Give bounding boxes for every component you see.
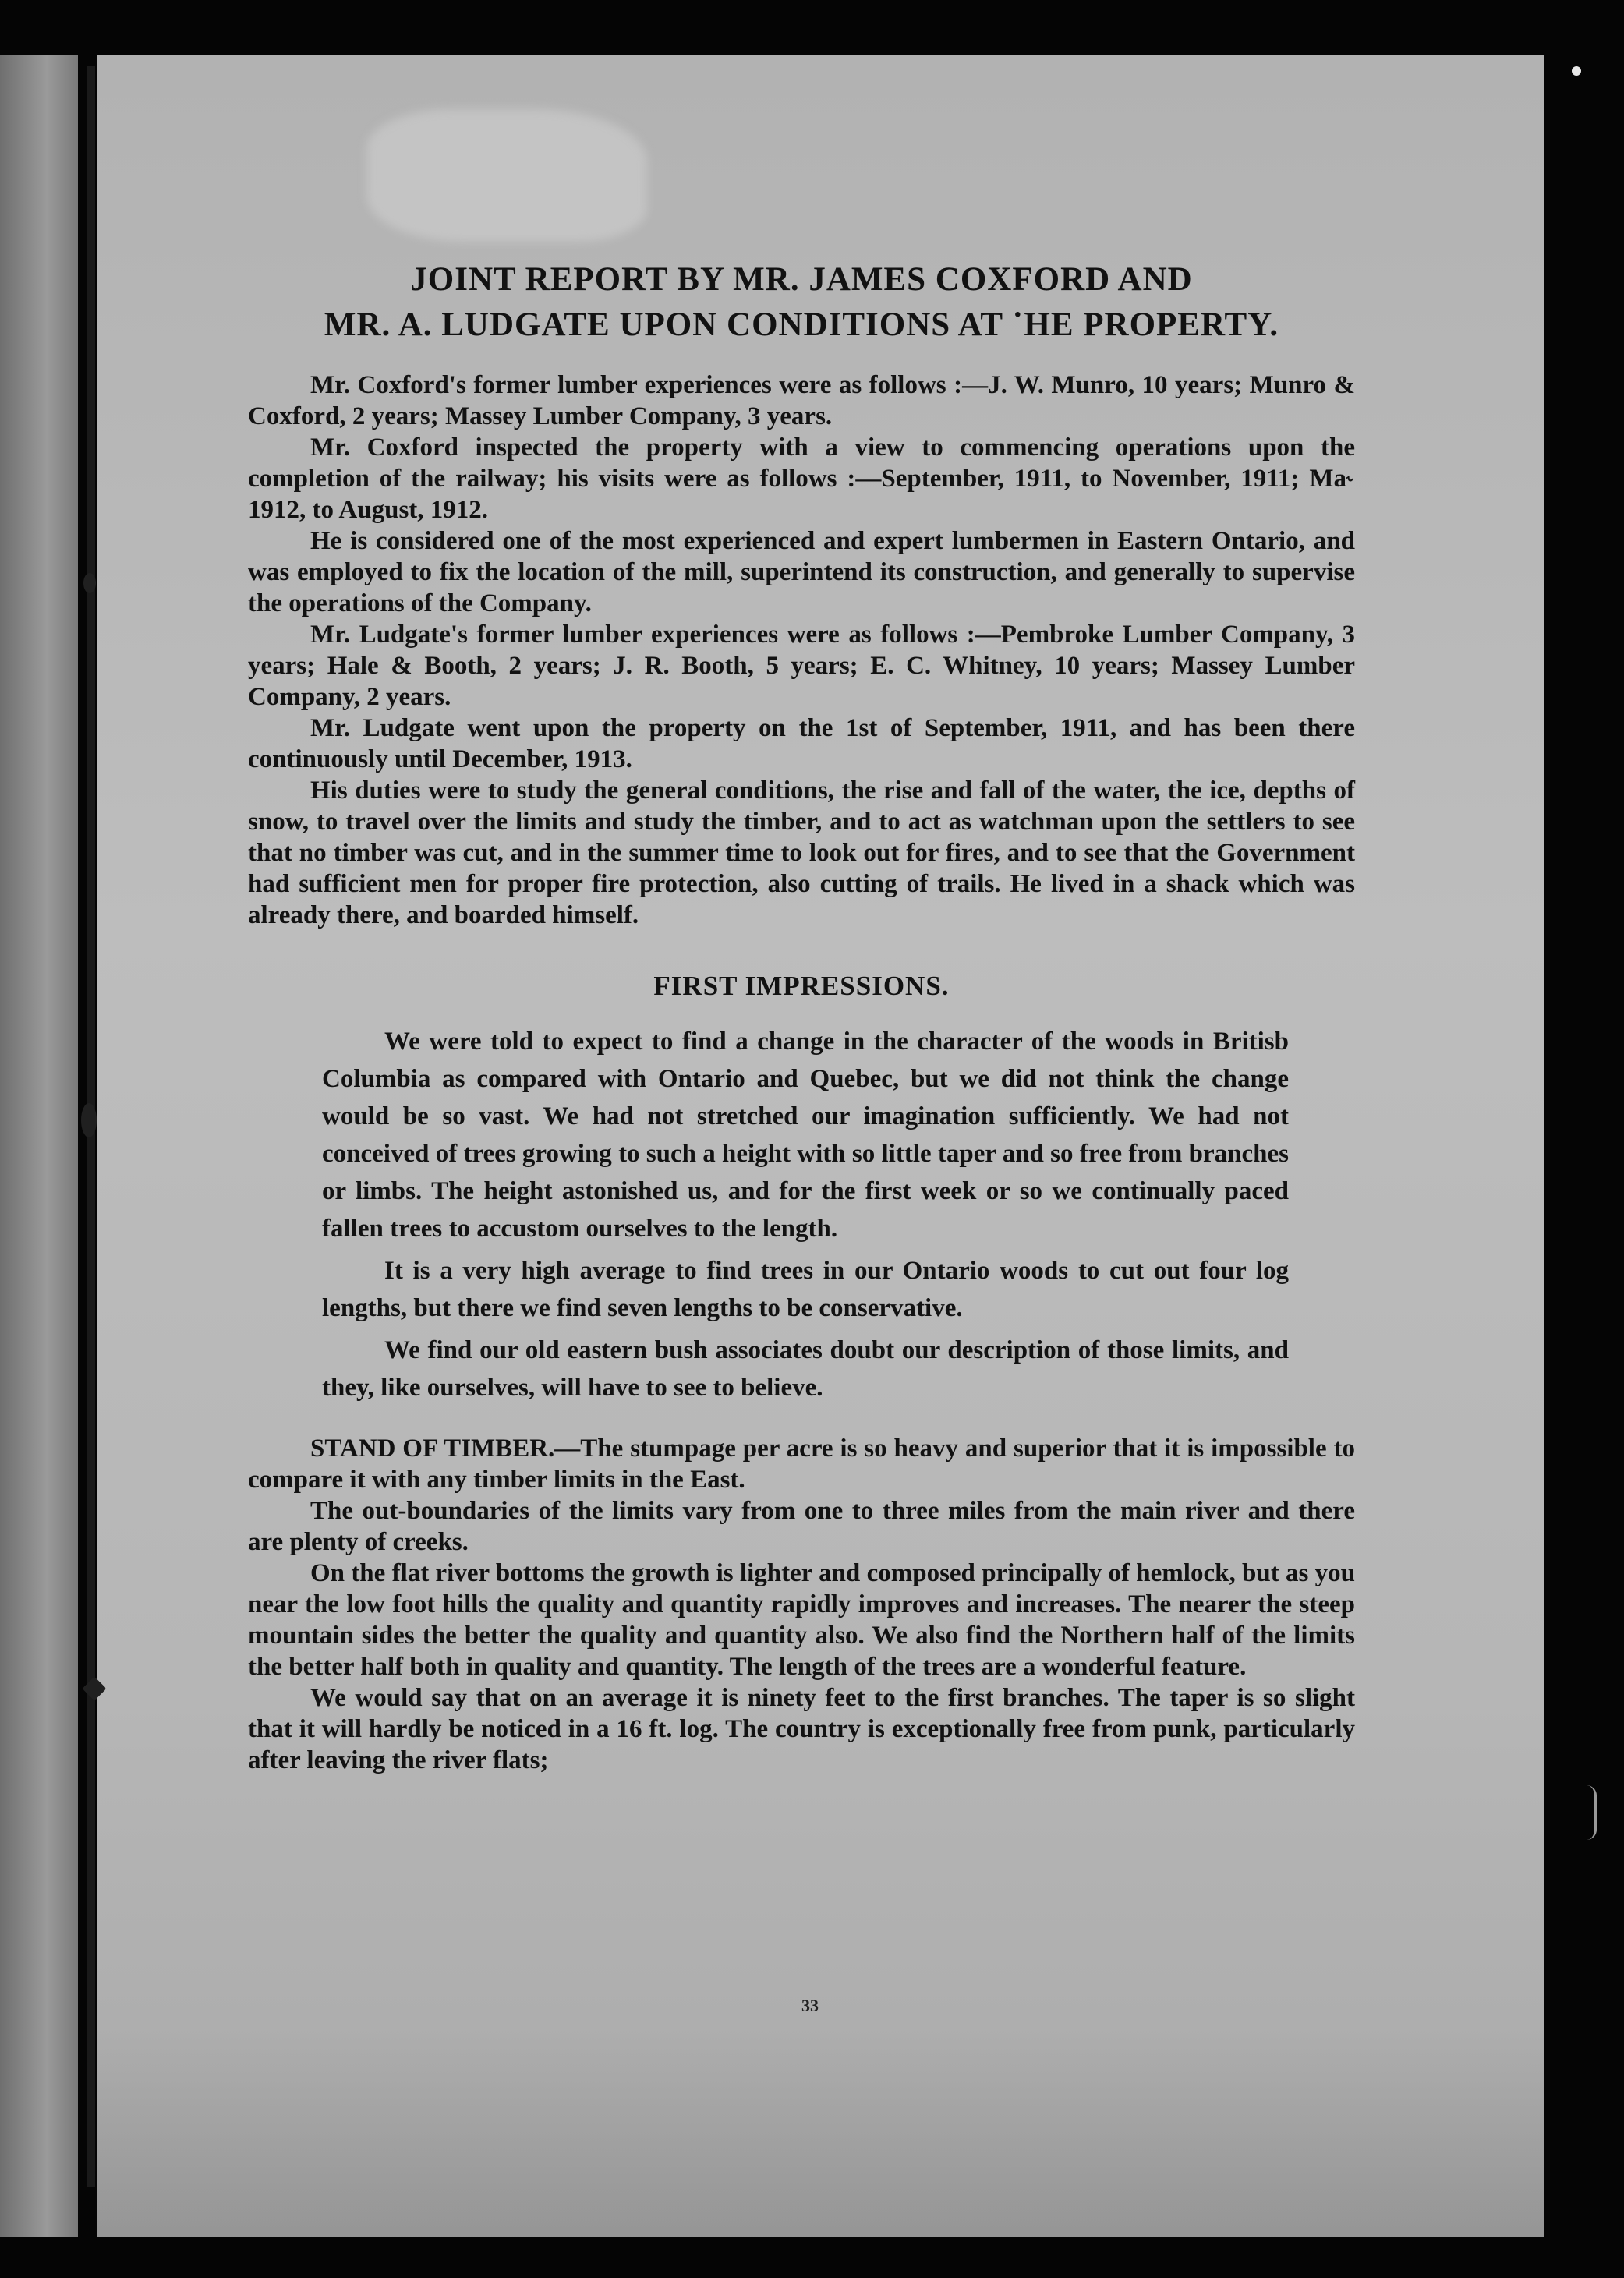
body-paragraph: He is considered one of the most experienced and expert lumbermen in Eastern Ontario, and was employed to fix the location of the mill, superintend its construction, and generally to supervise the operations of the Company.: [248, 527, 1355, 617]
page-shading: [97, 2027, 1544, 2237]
section-heading: FIRST IMPRESSIONS.: [653, 971, 950, 1001]
report-title: [248, 257, 1355, 348]
page-edge-mark: [1587, 1785, 1597, 1840]
stand-paragraph: The out-boundaries of the limits vary from one to three miles from the main river and there are plenty of creeks.: [248, 1497, 1355, 1556]
corner-speck: [1572, 66, 1581, 76]
stand-of-timber-section: [248, 1433, 1355, 1776]
first-impressions-section: [322, 1023, 1289, 1406]
report-title-line-1: JOINT REPORT BY MR. JAMES COXFORD AND: [410, 261, 1193, 298]
background-section: [248, 370, 1355, 931]
body-paragraph: Mr. Coxford inspected the property with a view to commencing operations upon the completion of the railway; his visits were as follows :—September, 1911, to November, 1911; Ma˞ 1912, to August, 1912.: [248, 433, 1355, 524]
binding-hole-mark: [83, 573, 96, 593]
stand-lead-in: STAND OF TIMBER.: [310, 1434, 555, 1463]
previous-page-edge: [0, 55, 78, 2237]
impressions-paragraph: We were told to expect to find a change in the character of the woods in Britisb Columbia as compared with Ontario and Quebec, but we did not think the change would be so vast. We had not stretched our imagination sufficiently. We had not conceived of trees growing to such a height with so little taper and so free from branches or limbs. The height astonished us, and for the first week or so we continually paced fallen trees to accustom ourselves to the length.: [322, 1028, 1289, 1243]
body-paragraph: Mr. Ludgate went upon the property on the 1st of September, 1911, and has been there continuously until December, 1913.: [248, 714, 1355, 773]
binding-hole-mark: [81, 1103, 97, 1137]
paper-smudge: [366, 109, 647, 242]
impressions-paragraph: We find our old eastern bush associates doubt our description of those limits, and they, like ourselves, will have to see to believe.: [322, 1336, 1289, 1402]
stand-paragraph: On the flat river bottoms the growth is lighter and composed principally of hemlock, but as you near the low foot hills the quality and quantity rapidly improves and increases. The nearer the steep mountain sides the better the quality and quantity also. We also find the Northern half of the limits the better half both in quality and quantity. The length of the trees are a wonderful feature.: [248, 1559, 1355, 1681]
body-paragraph: Mr. Ludgate's former lumber experiences were as follows :—Pembroke Lumber Company, 3 years; Hale & Booth, 2 years; J. R. Booth, 5 years; E. C. Whitney, 10 years; Massey Lumber Company, 2 years.: [248, 621, 1355, 711]
page-number: 33: [801, 1996, 819, 2015]
impressions-paragraph: It is a very high average to find trees in our Ontario woods to cut out four log lengths, but there we find seven lengths to be conservative.: [322, 1257, 1289, 1322]
stand-paragraph-first: [248, 1433, 1355, 1495]
report-title-line-2: MR. A. LUDGATE UPON CONDITIONS AT ˙HE PROPERTY.: [324, 306, 1279, 343]
stand-paragraph: We would say that on an average it is ninety feet to the first branches. The taper is so slight that it will hardly be noticed in a 16 ft. log. The country is exceptionally free from punk, particularly after leaving the river flats;: [248, 1684, 1355, 1774]
stand-first-text: —The stumpage per acre is so heavy and superior that it is impossible to compare it with any timber limits in the East.: [248, 1434, 1355, 1494]
page-content: [248, 257, 1355, 1776]
body-paragraph: Mr. Coxford's former lumber experiences were as follows :—J. W. Munro, 10 years; Munro & Coxford, 2 years; Massey Lumber Company, 3 years.: [248, 371, 1355, 430]
body-paragraph: His duties were to study the general conditions, the rise and fall of the water, the ice, depths of snow, to travel over the limits and study the timber, and to act as watchman upon the settlers to see that no timber was cut, and in the summer time to look out for fires, and to see that the Government had sufficient men for proper fire protection, also cutting of trails. He lived in a shack which was already there, and boarded himself.: [248, 776, 1355, 929]
